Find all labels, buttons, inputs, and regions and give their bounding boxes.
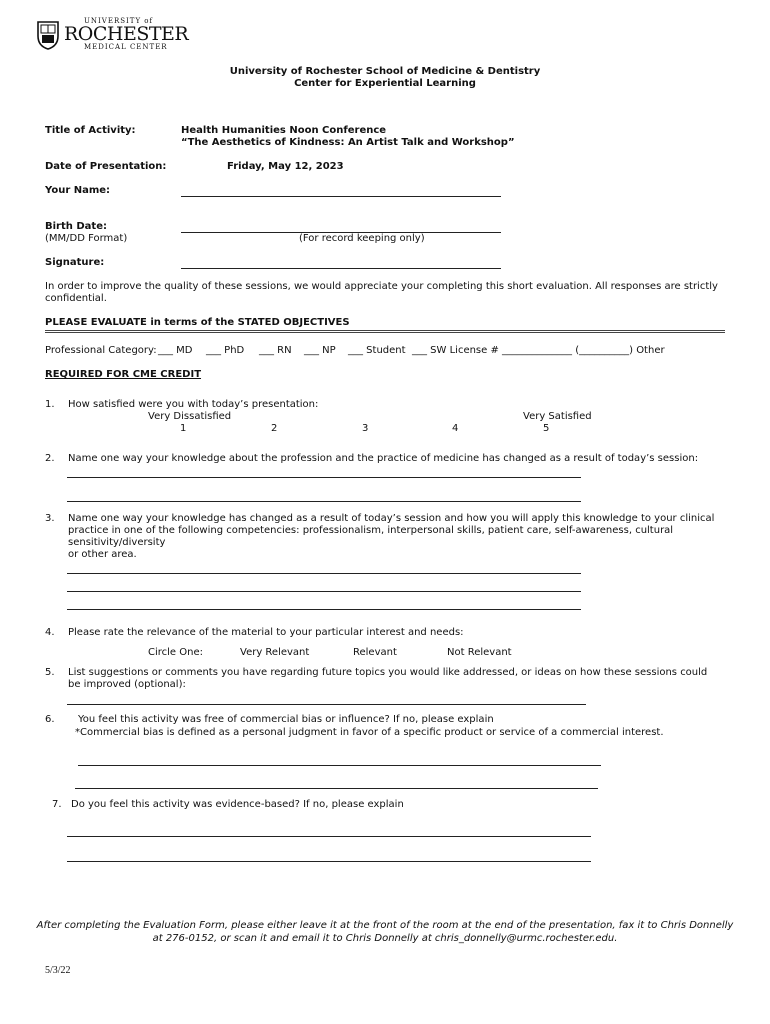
category-md[interactable]: ___ MD xyxy=(158,345,193,356)
q2-answer-line[interactable] xyxy=(67,501,581,502)
activity-subtitle: “The Aesthetics of Kindness: An Artist Talk and Workshop” xyxy=(181,137,515,148)
shield-icon xyxy=(36,20,60,50)
logo-line-2: ROCHESTER xyxy=(64,23,189,45)
category-sw-other[interactable]: ___ SW License # ______________ (__________) Other xyxy=(412,345,665,356)
intro-line-1: In order to improve the quality of these sessions, we would appreciate your completing this short evaluation. All responses are strictly xyxy=(45,281,718,292)
q4-circle-label: Circle One: xyxy=(148,647,203,658)
birth-format: (MM/DD Format) xyxy=(45,233,128,244)
q3-line-3: sensitivity/diversity xyxy=(68,537,166,548)
q5-answer-line[interactable] xyxy=(67,704,586,705)
q1-scale-1[interactable]: 1 xyxy=(180,423,187,434)
footer-date: 5/3/22 xyxy=(45,965,71,976)
q4-text: Please rate the relevance of the material to your particular interest and needs: xyxy=(68,627,464,638)
q1-scale-2[interactable]: 2 xyxy=(271,423,278,434)
signature-field[interactable] xyxy=(181,268,501,269)
name-label: Your Name: xyxy=(45,185,111,196)
category-phd[interactable]: ___ PhD xyxy=(206,345,245,356)
q2-number: 2. xyxy=(45,453,55,464)
q3-answer-line[interactable] xyxy=(67,609,581,610)
birth-label: Birth Date: xyxy=(45,221,107,232)
school-name: University of Rochester School of Medicine & Dentistry xyxy=(229,66,541,77)
activity-title: Health Humanities Noon Conference xyxy=(181,125,387,136)
q3-line-4: or other area. xyxy=(68,549,137,560)
q5-line-2: be improved (optional): xyxy=(68,679,186,690)
q7-number: 7. xyxy=(52,799,62,810)
name-field[interactable] xyxy=(181,196,501,197)
q3-line-1: Name one way your knowledge has changed as a result of today’s session and how you will apply this knowledge to your clinical xyxy=(68,513,715,524)
q1-text: How satisfied were you with today’s presentation: xyxy=(68,399,319,410)
professional-label: Professional Category: xyxy=(45,345,157,356)
q7-text: Do you feel this activity was evidence-based? If no, please explain xyxy=(71,799,404,810)
q7-answer-line[interactable] xyxy=(67,861,591,862)
logo-line-1: UNIVERSITY of xyxy=(84,17,154,25)
q2-answer-line[interactable] xyxy=(67,477,581,478)
category-np[interactable]: ___ NP xyxy=(304,345,336,356)
category-rn[interactable]: ___ RN xyxy=(259,345,292,356)
q2-text: Name one way your knowledge about the profession and the practice of medicine has changed as a result of today’s session: xyxy=(68,453,699,464)
q4-very-relevant[interactable]: Very Relevant xyxy=(240,647,310,658)
center-name: Center for Experiential Learning xyxy=(294,78,476,89)
q5-number: 5. xyxy=(45,667,55,678)
q1-low-label: Very Dissatisfied xyxy=(148,411,232,422)
q6-answer-line[interactable] xyxy=(75,788,598,789)
q6-text: You feel this activity was free of commercial bias or influence? If no, please explain xyxy=(78,714,494,725)
q6-number: 6. xyxy=(45,714,55,725)
category-student[interactable]: ___ Student xyxy=(348,345,406,356)
intro-line-2: confidential. xyxy=(45,293,107,304)
q6-answer-line[interactable] xyxy=(78,765,601,766)
q1-scale-5[interactable]: 5 xyxy=(543,423,550,434)
q3-answer-line[interactable] xyxy=(67,591,581,592)
cme-heading: REQUIRED FOR CME CREDIT xyxy=(45,369,202,380)
q1-number: 1. xyxy=(45,399,55,410)
q3-number: 3. xyxy=(45,513,55,524)
q4-relevant[interactable]: Relevant xyxy=(353,647,397,658)
q3-answer-line[interactable] xyxy=(67,573,581,574)
q1-high-label: Very Satisfied xyxy=(523,411,592,422)
heading-divider xyxy=(45,330,725,333)
q4-not-relevant[interactable]: Not Relevant xyxy=(447,647,512,658)
q1-scale-4[interactable]: 4 xyxy=(452,423,459,434)
evaluate-heading: PLEASE EVALUATE in terms of the STATED OBJECTIVES xyxy=(45,317,350,328)
birth-note: (For record keeping only) xyxy=(299,233,425,244)
signature-label: Signature: xyxy=(45,257,105,268)
footer-instructions-2: at 276-0152, or scan it and email it to Chris Donnelly at chris_donnelly@urmc.rochester.edu. xyxy=(152,933,618,944)
q7-answer-line[interactable] xyxy=(67,836,591,837)
q3-line-2: practice in one of the following competencies: professionalism, interpersonal skills, patient care, self-awareness, cultural xyxy=(68,525,674,536)
logo-line-3: MEDICAL CENTER xyxy=(84,43,168,51)
q6-note: *Commercial bias is defined as a personal judgment in favor of a specific product or service of a commercial interest. xyxy=(75,727,664,738)
date-value: Friday, May 12, 2023 xyxy=(227,161,344,172)
title-label: Title of Activity: xyxy=(45,125,136,136)
q5-line-1: List suggestions or comments you have regarding future topics you would like addressed, or ideas on how these sessions could xyxy=(68,667,708,678)
footer-instructions-1: After completing the Evaluation Form, please either leave it at the front of the room at the end of the presentation, fax it to Chris Donnelly xyxy=(36,920,734,931)
q1-scale-3[interactable]: 3 xyxy=(362,423,369,434)
q4-number: 4. xyxy=(45,627,55,638)
date-label: Date of Presentation: xyxy=(45,161,167,172)
